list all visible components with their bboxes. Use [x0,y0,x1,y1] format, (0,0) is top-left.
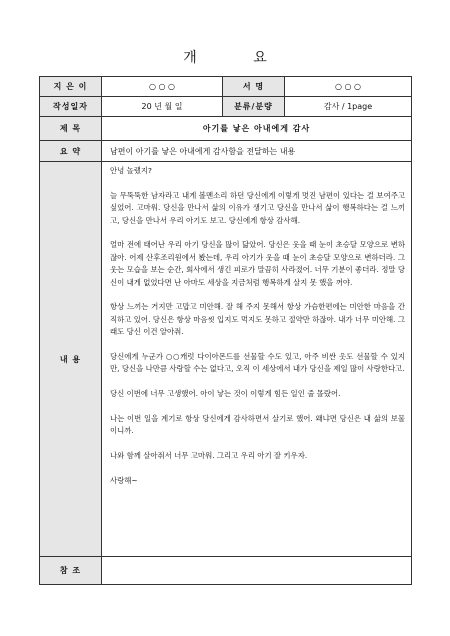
content-cell [102,162,412,557]
subject-label: 제 목 [40,117,102,141]
author-label: 지 은 이 [40,77,102,97]
category-label: 분류/분량 [223,97,285,117]
reference-label: 참 조 [40,557,102,585]
content-paragraph: 안녕 놀랬지? [110,166,152,175]
page-title: 개 요 [183,50,293,66]
reference-value [102,557,412,585]
content-paragraph: 사랑해~ [110,476,138,486]
content-body [102,162,411,487]
date-value: 20 년 월 일 [102,97,223,117]
author-value: ○ ○ ○ [102,77,223,97]
summary-form [39,76,412,585]
content-paragraph: 나는 이번 일을 계기로 항상 당신에게 감사하면서 살기로 했어. 왜냐면 당신은 내 삶의 보물이니까. [110,414,405,436]
summary-value: 남편이 아기를 낳은 아내에게 감사함을 전달하는 내용 [102,141,412,162]
content-paragraph: 늘 무뚝뚝한 남자라고 내게 볼멘소리 하던 당신에게 이렇게 멋진 남편이 있다는 걸 보여주고 싶었어. 고마워. 당신을 만나서 삶의 이유가 생기고 당신을 만나서 삶이 행복하다는 걸 느끼고, 당신을 만나서 우리 아기도 보고. 당신에게 항상 감사해. [110,190,405,225]
content-label: 내 용 [40,162,102,557]
summary-label: 요 약 [40,141,102,162]
content-paragraph: 얼마 전에 태어난 우리 아기 당신을 많이 닮았어. 당신은 웃을 때 눈이 초승달 모양으로 변하잖아. 어제 산후조리원에서 봤는데, 우리 아기가 웃을 때 눈이 초승달 모양으로 변하더라. 그 웃는 모습을 보는 순간, 회사에서 생긴 피로가 말끔히 사라졌어. 너무 기분이 좋더라. 정말 당신이 내게 없었다면 난 아마도 세상을 지금처럼 행복하게 살지 못 했을 꺼야. [110,240,405,287]
signature-value: ○ ○ ○ [285,77,412,97]
signature-label: 서 명 [223,77,285,97]
date-label: 작성일자 [40,97,102,117]
subject-value: 아기를 낳은 아내에게 감사 [102,117,412,141]
content-paragraph: 당신 이번에 너무 고생했어. 아이 낳는 것이 이렇게 힘든 일인 줄 몰랐어. [110,389,341,399]
content-paragraph: 항상 느끼는 거지만 고맙고 미안해. 잘 해 주지 못해서 항상 가슴한편에는 미안한 마음을 간직하고 있어. 당신은 항상 마음씻 입지도 먹지도 못하고 절약만 하잖아. 내가 너무 미안해. 그래도 당신 이건 알아줘. [110,302,405,337]
category-value: 감사 / 1page [285,97,412,117]
content-paragraph: 나와 함께 살아줘서 너무 고마워. 그리고 우리 아기 잘 키우자. [110,451,308,461]
content-paragraph: 당신에게 누군가 ○○캐럿 다이아몬드를 선물할 수도 있고, 아주 비싼 옷도 선물할 수 있지만, 당신을 나만큼 사랑할 수는 없다고, 오직 이 세상에서 내가 당신을 제일 많이 사랑한다고. [110,352,405,374]
